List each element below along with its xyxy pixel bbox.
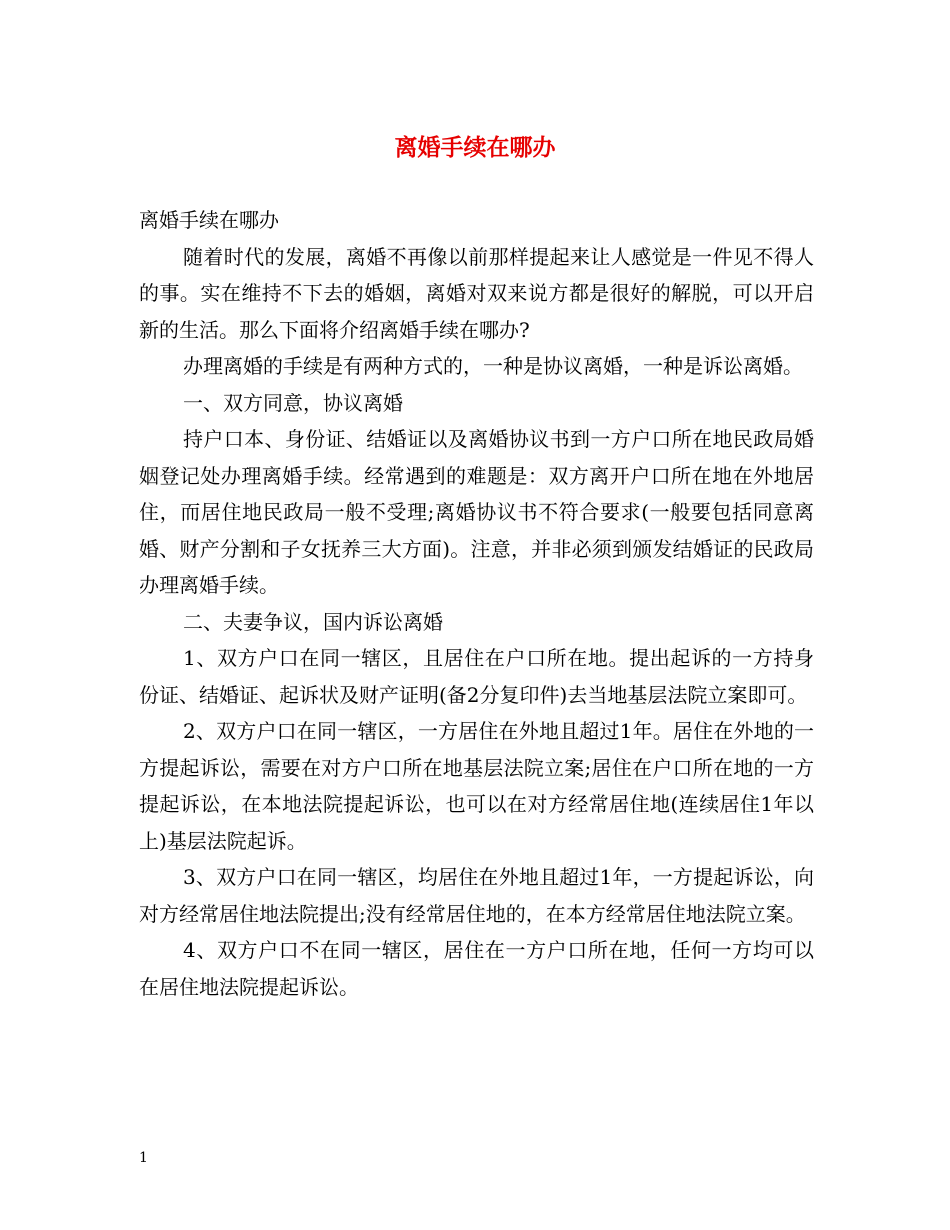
section-heading-litigation: 二、夫妻争议，国内诉讼离婚 bbox=[183, 609, 443, 634]
section-heading-agreement: 一、双方同意，协议离婚 bbox=[183, 390, 403, 415]
litigation-item-3: 3、双方户口在同一辖区，均居住在外地且超过1年，一方提起诉讼，向对方经常居住地法院提出;没有经常居住地的，在本方经常居住地法院立案。 bbox=[139, 865, 814, 926]
litigation-item-2: 2、双方户口在同一辖区，一方居住在外地且超过1年。居住在外地的一方提起诉讼，需要在对方户口所在地基层法院立案;居住在户口所在地的一方提起诉讼，在本地法院提起诉讼，也可以在对方经常居住地(连续居住1年以上)基层法院起诉。 bbox=[139, 719, 814, 853]
document-body bbox=[139, 202, 814, 1005]
litigation-item-4: 4、双方户口不在同一辖区，居住在一方户口所在地，任何一方均可以在居住地法院提起诉讼。 bbox=[139, 938, 814, 999]
intro-paragraph: 随着时代的发展，离婚不再像以前那样提起来让人感觉是一件见不得人的事。实在维持不下去的婚姻，离婚对双来说方都是很好的解脱，可以开启新的生活。那么下面将介绍离婚手续在哪办? bbox=[139, 244, 814, 342]
page-number: 1 bbox=[139, 1150, 148, 1166]
methods-paragraph: 办理离婚的手续是有两种方式的，一种是协议离婚，一种是诉讼离婚。 bbox=[183, 354, 803, 378]
page-title: 离婚手续在哪办 bbox=[394, 134, 556, 161]
litigation-item-1: 1、双方户口在同一辖区，且居住在户口所在地。提出起诉的一方持身份证、结婚证、起诉状及财产证明(备2分复印件)去当地基层法院立案即可。 bbox=[139, 646, 814, 707]
agreement-paragraph: 持户口本、身份证、结婚证以及离婚协议书到一方户口所在地民政局婚姻登记处办理离婚手续。经常遇到的难题是：双方离开户口所在地在外地居住，而居住地民政局一般不受理;离婚协议书不符合要求(一般要包括同意离婚、财产分割和子女抚养三大方面)。注意，并非必须到颁发结婚证的民政局办理离婚手续。 bbox=[139, 427, 814, 597]
subtitle-paragraph: 离婚手续在哪办 bbox=[139, 208, 279, 232]
